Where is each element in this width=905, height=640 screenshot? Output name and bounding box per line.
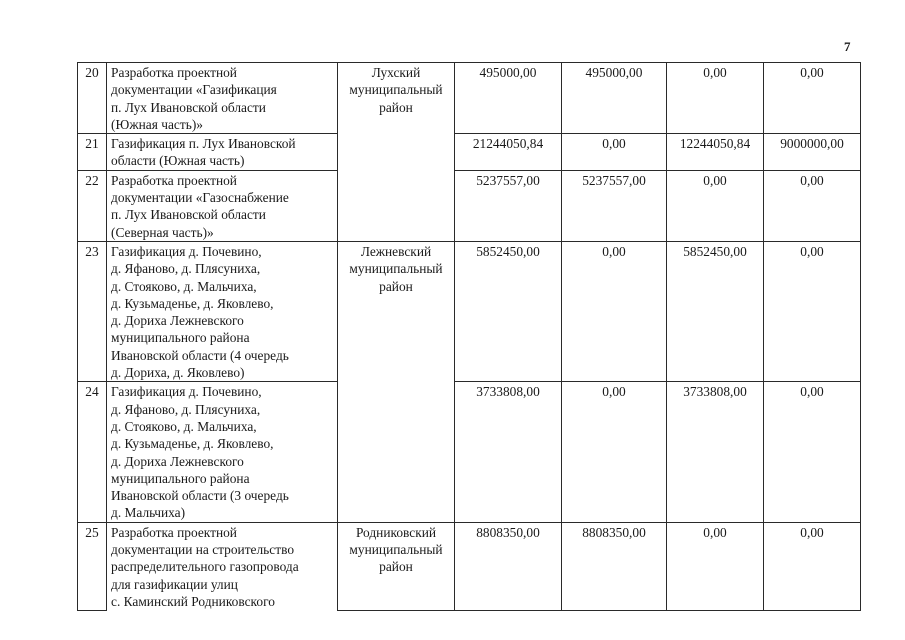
amount-total: 495000,00 (455, 63, 562, 134)
table-row (78, 134, 861, 171)
row-number: 22 (78, 170, 107, 241)
municipal-district: Лежневский муниципальный район (338, 241, 455, 522)
amount-col-3: 12244050,84 (667, 134, 764, 171)
municipal-district: Лухский муниципальный район (338, 63, 455, 242)
amount-col-4: 0,00 (764, 522, 861, 610)
row-number: 20 (78, 63, 107, 134)
amount-col-2: 8808350,00 (562, 522, 667, 610)
funding-table (77, 62, 861, 611)
amount-total: 3733808,00 (455, 382, 562, 522)
table-row (78, 241, 861, 381)
project-name: Разработка проектной документации на строительство распределительного газопровода для газификации улиц с. Каминский Родниковского (107, 522, 338, 610)
amount-total: 21244050,84 (455, 134, 562, 171)
project-name: Разработка проектной документации «Газификация п. Лух Ивановской области (Южная часть)» (107, 63, 338, 134)
row-number: 25 (78, 522, 107, 610)
amount-col-3: 5852450,00 (667, 241, 764, 381)
amount-col-2: 0,00 (562, 241, 667, 381)
amount-col-3: 0,00 (667, 170, 764, 241)
amount-col-3: 0,00 (667, 522, 764, 610)
table-row (78, 63, 861, 134)
amount-col-2: 495000,00 (562, 63, 667, 134)
amount-col-3: 3733808,00 (667, 382, 764, 522)
amount-col-4: 0,00 (764, 63, 861, 134)
amount-col-2: 5237557,00 (562, 170, 667, 241)
project-name: Газификация д. Почевино, д. Яфаново, д. Плясуниха, д. Стояково, д. Мальчиха, д. Кузьмаденье, д. Яковлево, д. Дориха Лежневского муниципального района Ивановской области (3 очередь д. Мальчиха) (107, 382, 338, 522)
table-row (78, 170, 861, 241)
amount-col-4: 0,00 (764, 241, 861, 381)
amount-col-4: 0,00 (764, 170, 861, 241)
amount-col-4: 9000000,00 (764, 134, 861, 171)
amount-total: 5237557,00 (455, 170, 562, 241)
amount-col-4: 0,00 (764, 382, 861, 522)
project-name: Газификация п. Лух Ивановской области (Южная часть) (107, 134, 338, 171)
page-number: 7 (844, 39, 851, 54)
project-name: Газификация д. Почевино, д. Яфаново, д. Плясуниха, д. Стояково, д. Мальчиха, д. Кузьмаденье, д. Яковлево, д. Дориха Лежневского муниципального района Ивановской области (4 очередь д. Дориха, д. Яковлево) (107, 241, 338, 381)
project-name: Разработка проектной документации «Газоснабжение п. Лух Ивановской области (Северная часть)» (107, 170, 338, 241)
row-number: 21 (78, 134, 107, 171)
amount-col-2: 0,00 (562, 134, 667, 171)
amount-total: 8808350,00 (455, 522, 562, 610)
amount-col-3: 0,00 (667, 63, 764, 134)
amount-col-2: 0,00 (562, 382, 667, 522)
table-row (78, 382, 861, 522)
table-row (78, 522, 861, 610)
municipal-district: Родниковский муниципальный район (338, 522, 455, 610)
amount-total: 5852450,00 (455, 241, 562, 381)
row-number: 23 (78, 241, 107, 381)
row-number: 24 (78, 382, 107, 522)
